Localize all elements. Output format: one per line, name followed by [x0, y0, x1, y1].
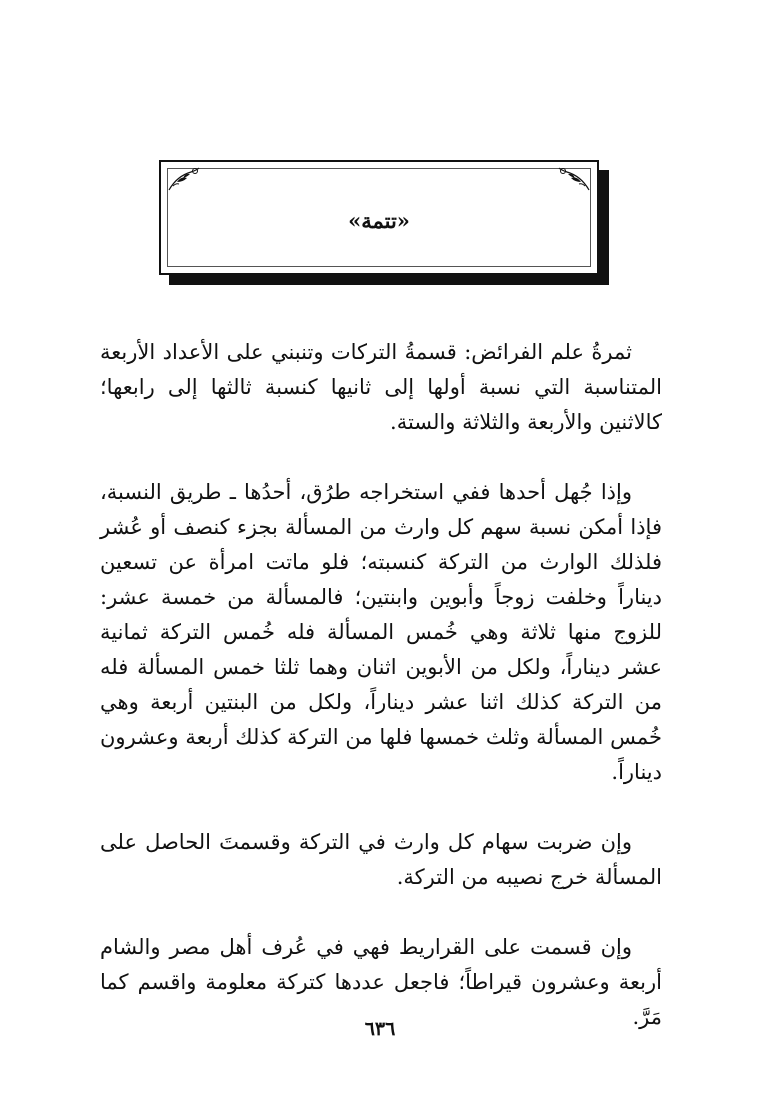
title-frame — [159, 160, 599, 275]
paragraph: وإن ضربت سهام كل وارث في التركة وقسمتَ الحاصل على المسألة خرج نصيبه من التركة. — [100, 830, 662, 889]
page-body — [100, 335, 662, 1070]
section-title-box — [159, 160, 609, 285]
paragraph: وإن قسمت على القراريط فهي في عُرف أهل مصر والشام أربعة وعشرون قيراطاً؛ فاجعل عددها كتركة معلومة واقسم كما مَرَّ. — [100, 935, 662, 1029]
corner-ornament-icon — [167, 166, 201, 192]
corner-ornament-icon — [557, 166, 591, 192]
paragraph: وإذا جُهل أحدها ففي استخراجه طرُق، أحدُها ـ طريق النسبة، فإذا أمكن نسبة سهم كل وارث من المسألة بجزء كنصف أو عُشر فلذلك الوارث من التركة كنسبته؛ فلو ماتت امرأة عن تسعين ديناراً وخلفت زوجاً وأبوين وابنتين؛ فالمسألة من خمسة عشر: للزوج منها ثلاثة وهي خُمس المسألة فله خُمس التركة ثمانية عشر ديناراً، ولكل من الأبوين اثنان وهما ثلثا خمس المسألة فله من التركة كذلك اثنا عشر ديناراً، ولكل من البنتين أربعة وهي خُمس المسألة وثلث خمسها فلها من التركة كذلك أربعة وعشرون ديناراً. — [100, 480, 662, 784]
section-title: «تتمة» — [348, 208, 410, 233]
page-number: ٦٣٦ — [364, 1018, 396, 1040]
paragraph: ثمرةُ علم الفرائض: قسمةُ التركات وتنبني على الأعداد الأربعة المتناسبة التي نسبة أولها إلى ثانيها كنسبة ثالثها إلى رابعها؛ كالاثنين والأربعة والثلاثة والستة. — [100, 340, 662, 434]
